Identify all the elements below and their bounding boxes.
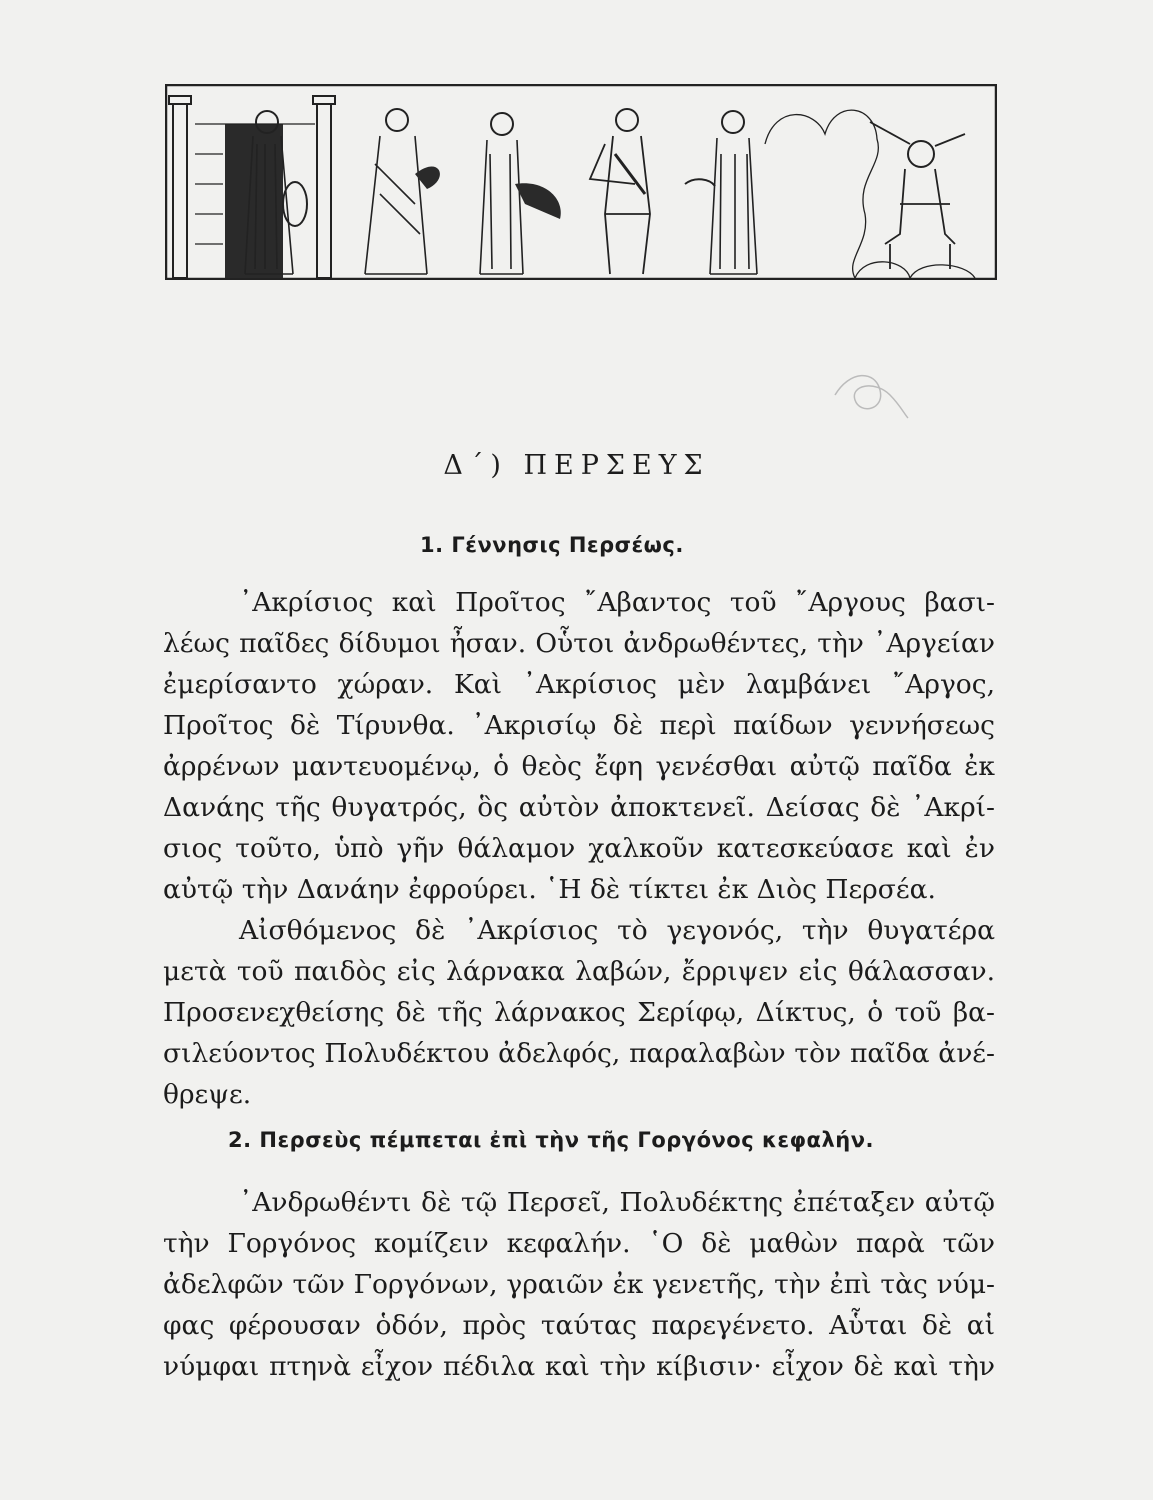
paragraph-line: σιλεύοντος Πολυδέκτου ἀδελφός, παραλαβὼν τὸν παῖδα ἀνέ- bbox=[163, 1038, 995, 1069]
paragraph-line: ἀρρένων μαντευομένῳ, ὁ θεὸς ἔφη γενέσθαι αὐτῷ παῖδα ἐκ bbox=[163, 751, 995, 782]
paragraph-line: Προῖτος δὲ Τίρυνθα. ᾿Ακρισίῳ δὲ περὶ παίδων γεννήσεως bbox=[163, 710, 995, 741]
paragraph-line: νύμφαι πτηνὰ εἶχον πέδιλα καὶ τὴν κίβισιν· εἶχον δὲ καὶ τὴν bbox=[163, 1351, 995, 1382]
paragraph-line: τὴν Γοργόνος κομίζειν κεφαλήν. ῾Ο δὲ μαθὼν παρὰ τῶν bbox=[163, 1228, 995, 1259]
paragraph-line: αὐτῷ τὴν Δανάην ἐφρούρει. ῾Η δὲ τίκτει ἐκ Διὸς Περσέα. bbox=[163, 874, 936, 905]
paragraph-line: φας φέρουσαν ὁδόν, πρὸς ταύτας παρεγένετο. Αὗται δὲ αἱ bbox=[163, 1310, 995, 1341]
paragraph-line: ᾿Ακρίσιος καὶ Προῖτος ῎Αβαντος τοῦ ῎Αργους βασι- bbox=[239, 587, 995, 618]
frieze-illustration bbox=[165, 84, 997, 280]
paragraph-line: Αἰσθόμενος δὲ ᾿Ακρίσιος τὸ γεγονός, τὴν θυγατέρα bbox=[239, 915, 995, 946]
doodle-icon bbox=[830, 360, 910, 420]
greek-vase-frieze-icon bbox=[165, 84, 997, 280]
paragraph-line: μετὰ τοῦ παιδὸς εἰς λάρνακα λαβών, ἔρριψεν εἰς θάλασσαν. bbox=[163, 956, 995, 987]
paragraph-line: Προσενεχθείσης δὲ τῆς λάρνακος Σερίφῳ, Δίκτυς, ὁ τοῦ βα- bbox=[163, 997, 995, 1028]
subheading-birth-of-perseus: 1. Γέννησις Περσέως. bbox=[420, 533, 684, 557]
faint-doodle-mark bbox=[830, 360, 910, 420]
paragraph-line: ἐμερίσαντο χώραν. Καὶ ᾿Ακρίσιος μὲν λαμβάνει ῎Αργος, bbox=[163, 669, 995, 700]
paragraph-line: ᾿Ανδρωθέντι δὲ τῷ Περσεῖ, Πολυδέκτης ἐπέταξεν αὐτῷ bbox=[239, 1187, 995, 1218]
subheading-perseus-sent-for-gorgon-head: 2. Περσεὺς πέμπεται ἐπὶ τὴν τῆς Γοργόνος κεφαλήν. bbox=[228, 1128, 874, 1152]
paragraph-line: λέως παῖδες δίδυμοι ἦσαν. Οὗτοι ἀνδρωθέντες, τὴν ᾿Αργείαν bbox=[163, 628, 995, 659]
paragraph-line: Δανάης τῆς θυγατρός, ὃς αὐτὸν ἀποκτενεῖ. Δείσας δὲ ᾿Ακρί- bbox=[163, 792, 995, 823]
paragraph-line: ἀδελφῶν τῶν Γοργόνων, γραιῶν ἐκ γενετῆς, τὴν ἐπὶ τὰς νύμ- bbox=[163, 1269, 995, 1300]
section-title: Δ΄) ΠΕΡΣΕΥΣ bbox=[443, 450, 710, 481]
paragraph-line: θρεψε. bbox=[163, 1079, 252, 1110]
paragraph-line: σιος τοῦτο, ὑπὸ γῆν θάλαμον χαλκοῦν κατεσκεύασε καὶ ἐν bbox=[163, 833, 995, 864]
